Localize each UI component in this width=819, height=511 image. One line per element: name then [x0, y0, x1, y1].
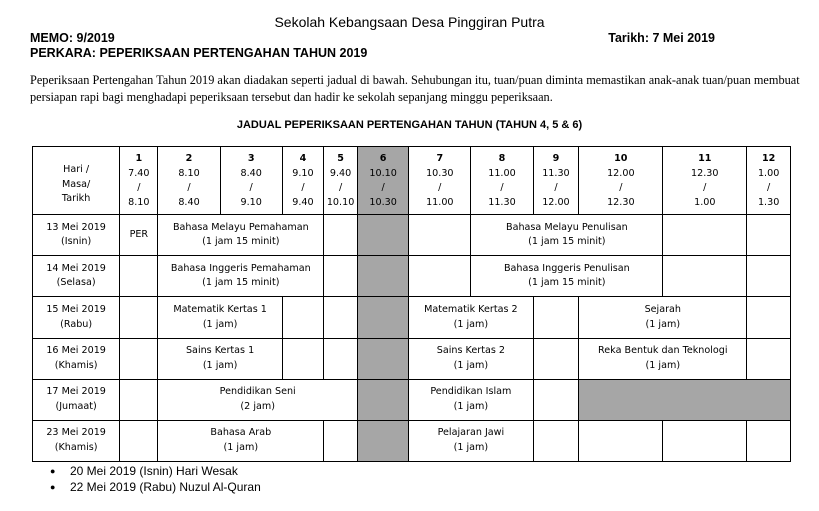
- empty-slot: [533, 297, 579, 338]
- empty-slot: [663, 215, 747, 256]
- per-cell: PER: [120, 215, 158, 256]
- break-slot: [357, 379, 408, 420]
- schedule-row: [33, 215, 791, 256]
- break-slot: [357, 297, 408, 338]
- empty-slot: [324, 297, 358, 338]
- empty-slot: [409, 215, 471, 256]
- exam-slot: Matematik Kertas 2 (1 jam): [409, 297, 533, 338]
- empty-slot: [747, 420, 791, 461]
- period-header: 7 10.30 / 11.00: [409, 147, 471, 215]
- date-cell: 16 Mei 2019 (Khamis): [33, 338, 120, 379]
- empty-slot: [409, 256, 471, 297]
- date-cell: 23 Mei 2019 (Khamis): [33, 420, 120, 461]
- blocked-slot: [579, 379, 791, 420]
- empty-slot: [120, 379, 158, 420]
- schedule-row: [33, 297, 791, 338]
- exam-slot: Sejarah (1 jam): [579, 297, 747, 338]
- memo-number: MEMO: 9/2019: [30, 31, 115, 45]
- period-header: 10 12.00 / 12.30: [579, 147, 663, 215]
- list-item: ● 22 Mei 2019 (Rabu) Nuzul Al-Quran: [50, 479, 261, 495]
- date-cell: 15 Mei 2019 (Rabu): [33, 297, 120, 338]
- empty-slot: [324, 420, 358, 461]
- schedule-row: [33, 379, 791, 420]
- exam-slot: Pelajaran Jawi (1 jam): [409, 420, 533, 461]
- header-row: [33, 147, 791, 215]
- empty-slot: [747, 297, 791, 338]
- empty-slot: [747, 256, 791, 297]
- exam-slot: Bahasa Melayu Penulisan (1 jam 15 minit): [471, 215, 663, 256]
- empty-slot: [663, 420, 747, 461]
- period-header: 1 7.40 / 8.10: [120, 147, 158, 215]
- exam-slot: Bahasa Inggeris Pemahaman (1 jam 15 minit): [158, 256, 324, 297]
- date-cell: 17 Mei 2019 (Jumaat): [33, 379, 120, 420]
- corner-cell: Hari / Masa/ Tarikh: [33, 147, 120, 215]
- table-title: JADUAL PEPERIKSAAN PERTENGAHAN TAHUN (TAHUN 4, 5 & 6): [236, 119, 583, 131]
- period-header: 3 8.40 / 9.10: [220, 147, 282, 215]
- empty-slot: [579, 420, 663, 461]
- period-header: 8 11.00 / 11.30: [471, 147, 533, 215]
- empty-slot: [663, 256, 747, 297]
- intro-paragraph: Peperiksaan Pertengahan Tahun 2019 akan diadakan seperti jadual di bawah. Sehubungan itu, tuan/puan diminta memastikan anak-anak tuan/puan membuat persiapan rapi bagi menghadapi peperiksaan tersebut dan hadir ke sekolah sepanjang minggu peperiksaan.: [30, 73, 800, 104]
- empty-slot: [324, 215, 358, 256]
- empty-slot: [282, 338, 323, 379]
- empty-slot: [282, 297, 323, 338]
- period-header: 4 9.10 / 9.40: [282, 147, 323, 215]
- empty-slot: [533, 338, 579, 379]
- holiday-notes: [50, 463, 261, 495]
- exam-slot: Reka Bentuk dan Teknologi (1 jam): [579, 338, 747, 379]
- period-header: 11 12.30 / 1.00: [663, 147, 747, 215]
- break-slot: [357, 256, 408, 297]
- schedule-row: [33, 420, 791, 461]
- empty-slot: [120, 338, 158, 379]
- empty-slot: [120, 420, 158, 461]
- period-header: 2 8.10 / 8.40: [158, 147, 220, 215]
- exam-slot: Bahasa Melayu Pemahaman (1 jam 15 minit): [158, 215, 324, 256]
- period-header: 12 1.00 / 1.30: [747, 147, 791, 215]
- exam-slot: Bahasa Arab (1 jam): [158, 420, 324, 461]
- school-name: Sekolah Kebangsaan Desa Pinggiran Putra: [274, 14, 545, 30]
- memo-date: Tarikh: 7 Mei 2019: [608, 31, 715, 45]
- period-header: 5 9.40 / 10.10: [324, 147, 358, 215]
- empty-slot: [533, 379, 579, 420]
- exam-slot: Bahasa Inggeris Penulisan (1 jam 15 minit): [471, 256, 663, 297]
- break-slot: [357, 215, 408, 256]
- empty-slot: [120, 256, 158, 297]
- exam-slot: Sains Kertas 2 (1 jam): [409, 338, 533, 379]
- empty-slot: [747, 215, 791, 256]
- date-cell: 14 Mei 2019 (Selasa): [33, 256, 120, 297]
- date-cell: 13 Mei 2019 (Isnin): [33, 215, 120, 256]
- empty-slot: [120, 297, 158, 338]
- period-header: 9 11.30 / 12.00: [533, 147, 579, 215]
- schedule-row: [33, 256, 791, 297]
- exam-slot: Matematik Kertas 1 (1 jam): [158, 297, 282, 338]
- empty-slot: [324, 256, 358, 297]
- exam-slot: Pendidikan Islam (1 jam): [409, 379, 533, 420]
- break-slot: [357, 338, 408, 379]
- list-item: ● 20 Mei 2019 (Isnin) Hari Wesak: [50, 463, 261, 479]
- period-header-break: 6 10.10 / 10.30: [357, 147, 408, 215]
- memo-subject: PERKARA: PEPERIKSAAN PERTENGAHAN TAHUN 2019: [30, 46, 368, 60]
- exam-slot: Sains Kertas 1 (1 jam): [158, 338, 282, 379]
- empty-slot: [747, 338, 791, 379]
- empty-slot: [533, 420, 579, 461]
- schedule-row: [33, 338, 791, 379]
- exam-schedule-table: [32, 146, 791, 462]
- exam-slot: Pendidikan Seni (2 jam): [158, 379, 358, 420]
- break-slot: [357, 420, 408, 461]
- empty-slot: [324, 338, 358, 379]
